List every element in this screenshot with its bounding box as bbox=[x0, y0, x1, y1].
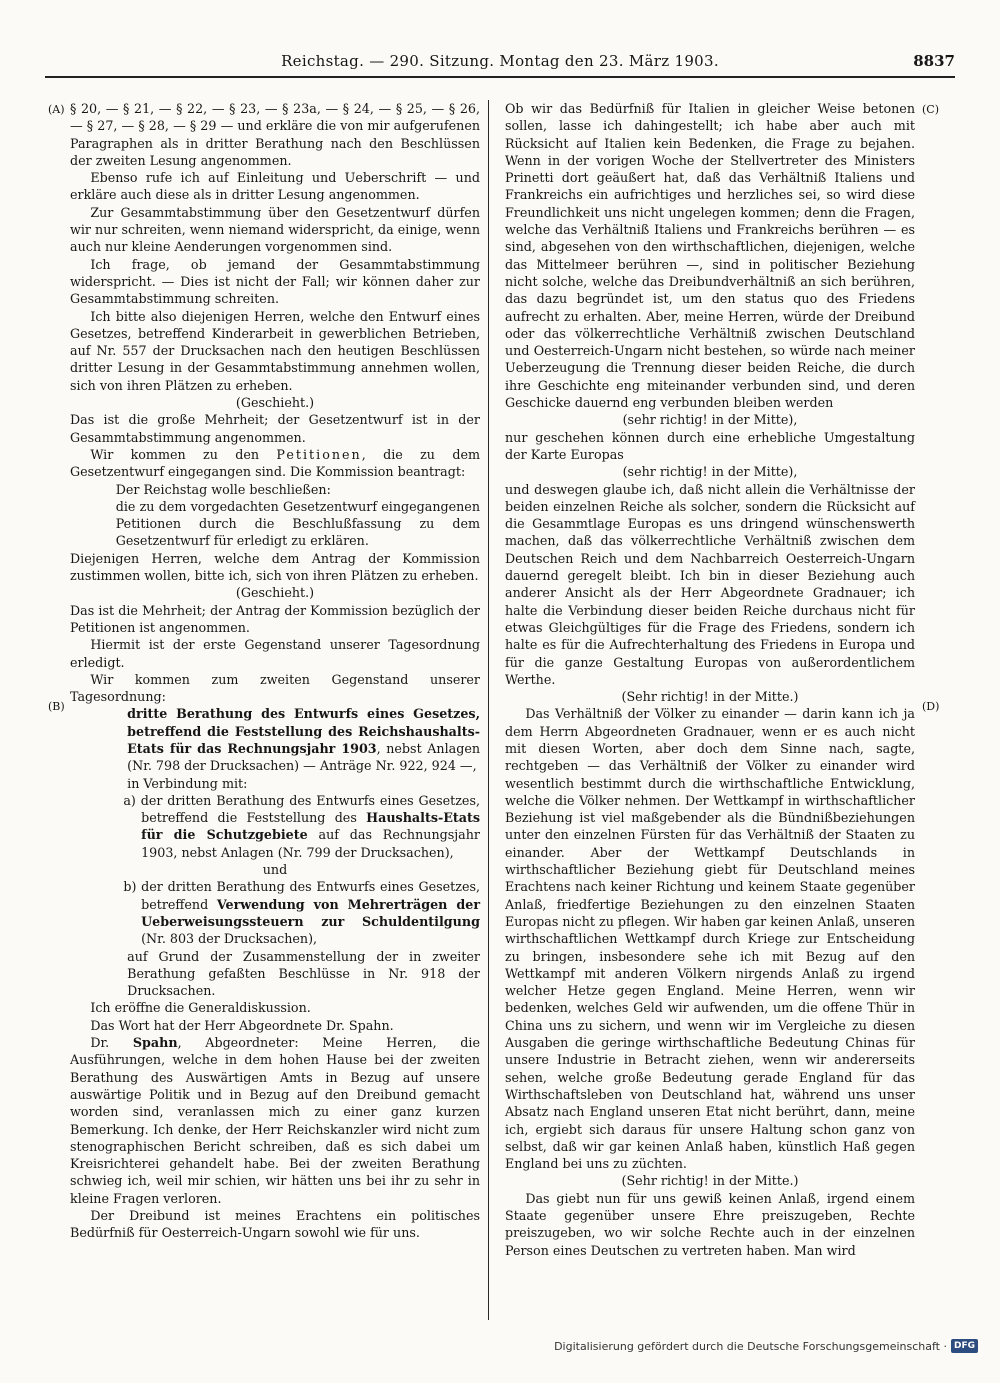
running-head: Reichstag. — 290. Sitzung. Montag den 23. März 1903. bbox=[281, 52, 719, 70]
right-column bbox=[505, 100, 915, 1259]
stage-direction: (sehr richtig! in der Mitte), bbox=[622, 412, 798, 428]
margin-marker-c: (C) bbox=[922, 103, 939, 116]
emphasis-text: Petitionen bbox=[276, 446, 362, 462]
connector-word: und bbox=[262, 862, 288, 878]
dfg-logo: DFG bbox=[951, 1339, 978, 1353]
credit-text: Digitalisierung gefördert durch die Deutsche Forschungsgemeinschaft · bbox=[554, 1339, 947, 1353]
paragraph: Zur Gesammtabstimmung über den Gesetzentwurf dürfen wir nur schreiten, wenn niemand widerspricht, da einige, wenn auch nur kleine Aenderungen vorgenommen sind. bbox=[70, 204, 480, 255]
agenda-title: Verwendung von Mehrerträgen der Ueberweisungssteuern zur Schuldentilgung bbox=[141, 896, 481, 929]
agenda-item bbox=[70, 705, 480, 774]
agenda-title: Haushalts-Etats für die Schutzgebiete bbox=[141, 810, 480, 843]
paragraph: auf Grund der Zusammenstellung der in zweiter Berathung gefaßten Beschlüsse in Nr. 918 der Drucksachen. bbox=[127, 948, 480, 999]
motion-heading: Der Reichstag wolle beschließen: bbox=[115, 481, 331, 497]
paragraph: Das ist die große Mehrheit; der Gesetzentwurf ist in der Gesammtabstimmung angenommen. bbox=[70, 412, 480, 445]
paragraph: Wir kommen zum zweiten Gegenstand unserer Tagesordnung: bbox=[70, 671, 480, 705]
paragraph: und deswegen glaube ich, daß nicht allein die Verhältnisse der beiden einzelnen Reiche als solcher, sondern die Rücksicht auf die Gesammtlage Europas es uns dringend wünschenswerth machen, daß das völkerrechtliche Verhältniß zwischen dem Deutschen Reich und dem Nachbarreich Oesterreich-Ungarn dauernd geregelt bleibt. Ich bin in dieser Beziehung auch anderer Ansicht als der Herr Abgeordnete Gradnauer; ich halte die Verbindung dieser beiden Reiche durchaus nicht für etwas Gleichgültiges für die Frage des Friedens, sondern ich halte es für die Aufrechterhaltung des Friedens in Europa und für die ganze Gestaltung Europas von außerordentlichem Werthe. bbox=[505, 481, 915, 687]
paragraph: nur geschehen können durch eine erhebliche Umgestaltung der Karte Europas bbox=[505, 429, 915, 462]
text-run: a) der dritten Berathung des Entwurfs eines Gesetzes, betreffend die Feststellung des bbox=[123, 792, 480, 826]
paragraph: Der Dreibund ist meines Erachtens ein politisches Bedürfniß für Oesterreich-Ungarn sowohl wie für uns. bbox=[70, 1208, 480, 1241]
paragraph: Hiermit ist der erste Gegenstand unserer Tagesordnung erledigt. bbox=[70, 637, 480, 670]
paragraph: Diejenigen Herren, welche dem Antrag der Kommission zustimmen wollen, bitte ich, sich von ihren Plätzen zu erheben. bbox=[70, 550, 480, 584]
margin-marker-a: (A) bbox=[48, 103, 65, 116]
speech-paragraph bbox=[70, 1034, 480, 1207]
agenda-subitem-a bbox=[70, 792, 480, 861]
paragraph: Das Wort hat der Herr Abgeordnete Dr. Spahn. bbox=[90, 1017, 394, 1033]
paragraph: Ebenso rufe ich auf Einleitung und Ueberschrift — und erkläre auch diese als in dritter Lesung angenommen. bbox=[70, 170, 480, 203]
paragraph: Das Verhältniß der Völker zu einander — darin kann ich ja dem Herrn Abgeordneten Gradnauer, wenn er es auch nicht mit diesen Worten, aber doch dem Sinne nach, sagte, rechtgeben — das Verhältniß der Völker zu einander wird wesentlich bestimmt durch die wirthschaftliche Entwicklung, welche die Völker nehmen. Der Wettkampf in wirthschaftlicher Beziehung ist viel maßgebender als die Bündnißbeziehungen unter den einzelnen Fürsten für das Verhältniß der Staaten zu einander. Aber der Wettkampf Deutschlands in wirthschaftlicher Beziehung giebt für Deutschland meines Erachtens nach keiner Richtung und keinem Staate gegenüber Anlaß, friedfertige Beziehungen zu den einzelnen Staaten Europas nicht zu pflegen. Wir haben gar keinen Anlaß, unseren wirthschaftlichen Wettkampf durch Kriege zur Entscheidung zu bringen, insbesondere sehe ich mit Bezug auf den Wettkampf mit anderen Völkern nirgends Anlaß zu irgend welcher Hetze gegen England. Meine Herren, wenn wir bedenken, welches Geld wir aufwenden, um die offene Thür in China uns zu sichern, und wenn wir im Vergleiche zu diesen Ausgaben die geringe wirthschaftliche Bedeutung Chinas für unsere Industrie in Betracht ziehen, wenn wir andererseits sehen, welche große Bedeutung gerade England für das Wirthschaftsleben von Deutschland hat, während uns unser Absatz nach England unseren Etat nicht berührt, dann, meine ich, ergiebt sich daraus für unsere Haltung schon ganz von selbst, daß wir gar keinen Anlaß haben, künstlich Haß gegen England bei uns zu züchten. bbox=[505, 706, 915, 1172]
text-run: , die zu dem Gesetzentwurf eingegangen sind. Die Kommission beantragt: bbox=[70, 446, 480, 480]
stage-direction: (Sehr richtig! in der Mitte.) bbox=[621, 689, 799, 705]
stage-direction: (Sehr richtig! in der Mitte.) bbox=[621, 1173, 799, 1189]
agenda-title: dritte Berathung des Entwurfs eines Gesetzes, betreffend die Feststellung des Reichshaushalts-Etats für das Rechnungsjahr 1903 bbox=[127, 706, 480, 756]
text-run: , nebst Anlagen (Nr. 798 der Drucksachen) — Anträge Nr. 922, 924 —, bbox=[127, 740, 480, 774]
text-run: auf das Rechnungsjahr 1903, nebst Anlagen (Nr. 799 der Drucksachen), bbox=[141, 827, 480, 860]
digitization-credit bbox=[554, 1337, 978, 1355]
header-rule bbox=[45, 76, 955, 78]
left-column bbox=[70, 100, 480, 1242]
page-number: 8837 bbox=[913, 52, 955, 70]
text-run: (Nr. 803 der Drucksachen), bbox=[141, 931, 318, 947]
text-run: Wir kommen zu den bbox=[90, 446, 277, 462]
page-header bbox=[45, 52, 955, 76]
stage-direction: (Geschieht.) bbox=[235, 395, 315, 411]
motion-text: die zu dem vorgedachten Gesetzentwurf eingegangenen Petitionen durch die Beschlußfassung zu dem Gesetzentwurf für erledigt zu erklären. bbox=[115, 498, 480, 549]
text-run: Dr. bbox=[90, 1035, 133, 1051]
paragraph: § 20, — § 21, — § 22, — § 23, — § 23a, — § 24, — § 25, — § 26, — § 27, — § 28, — § 29 — und erkläre die von mir aufgerufenen Paragraphen als in dritter Berathung nach den Beschlüssen der zweiten Lesung angenommen. bbox=[70, 101, 480, 168]
paragraph: Ich frage, ob jemand der Gesammtabstimmung widerspricht. — Dies ist nicht der Fall; wir können daher zur Gesammtabstimmung schreiten. bbox=[70, 256, 480, 307]
margin-marker-b: (B) bbox=[48, 700, 65, 713]
paragraph: Ich eröffne die Generaldiskussion. bbox=[90, 1000, 311, 1016]
stage-direction: (Geschieht.) bbox=[235, 585, 315, 601]
paragraph: Das ist die Mehrheit; der Antrag der Kommission bezüglich der Petitionen ist angenommen. bbox=[70, 602, 480, 635]
text-run: b) der dritten Berathung des Entwurfs eines Gesetzes, betreffend bbox=[123, 879, 480, 912]
stage-direction: (sehr richtig! in der Mitte), bbox=[622, 464, 798, 480]
margin-marker-d: (D) bbox=[922, 700, 940, 713]
agenda-subitem-b bbox=[70, 878, 480, 947]
paragraph bbox=[70, 446, 480, 481]
paragraph: in Verbindung mit: bbox=[127, 775, 248, 791]
paragraph: Ich bitte also diejenigen Herren, welche den Entwurf eines Gesetzes, betreffend Kinderarbeit in gewerblichen Betrieben, auf Nr. 557 der Drucksachen nach den heutigen Beschlüssen dritter Lesung in der Gesammtabstimmung annehmen wollen, sich von ihren Plätzen zu erheben. bbox=[70, 308, 480, 393]
paragraph: Ob wir das Bedürfniß für Italien in gleicher Weise betonen sollen, lasse ich dahingestellt; ich habe aber auch mit Rücksicht auf Italien kein Bedenken, die Frage zu bejahen. Wenn in der vorigen Woche der Stellvertreter des Ministers Prinetti dort geäußert hat, daß das Verhältniß Italiens und Frankreichs ein aufrichtiges und herzliches sei, so wird diese Freundlichkeit uns nicht ungelegen kommen; denn die Fragen, welche das Verhältniß Italiens und Frankreichs berühren — es sind, abgesehen von den wirthschaftlichen, diejenigen, welche das Mittelmeer berühren —, sind in politischer Beziehung nicht solche, welche das Dreibundverhältniß an sich berühren, das dazu begründet ist, um den status quo des Friedens aufrecht zu erhalten. Aber, meine Herren, würde der Dreibund oder das völkerrechtliche Verhältniß zwischen Deutschland und Oesterreich-Ungarn nicht bestehen, so würde nach meiner Ueberzeugung die Trennung dieser beiden Reiche, die durch ihre Geschichte eng miteinander verbunden sind, und deren Geschicke dauernd eng verbunden bleiben werden bbox=[505, 101, 915, 411]
speaker-name: Spahn bbox=[132, 1035, 178, 1051]
text-run: , Abgeordneter: Meine Herren, die Ausführungen, welche in dem hohen Hause bei der zweiten Berathung des Auswärtigen Amts in Bezug auf unsere auswärtige Politik und in Bezug auf den Dreibund gemacht worden sind, veranlassen mich zu einer ganz kurzen Bemerkung. Ich denke, der Herr Reichskanzler wird nicht zum stenographischen Bericht schreiben, daß es sich dabei um Kreisrichterei gehandelt habe. Bei der zweiten Berathung schwieg ich, weil mir schien, wir hätten uns bei ihr zu sehr in kleine Fragen verloren. bbox=[70, 1035, 480, 1206]
paragraph: Das giebt nun für uns gewiß keinen Anlaß, irgend einem Staate gegenüber unsere Ehre preiszugeben, Rechte preiszugeben, wo wir solche Rechte auch in der einzelnen Person eines Deutschen zu vertreten haben. Man wird bbox=[505, 1190, 915, 1258]
column-divider bbox=[488, 100, 489, 1320]
